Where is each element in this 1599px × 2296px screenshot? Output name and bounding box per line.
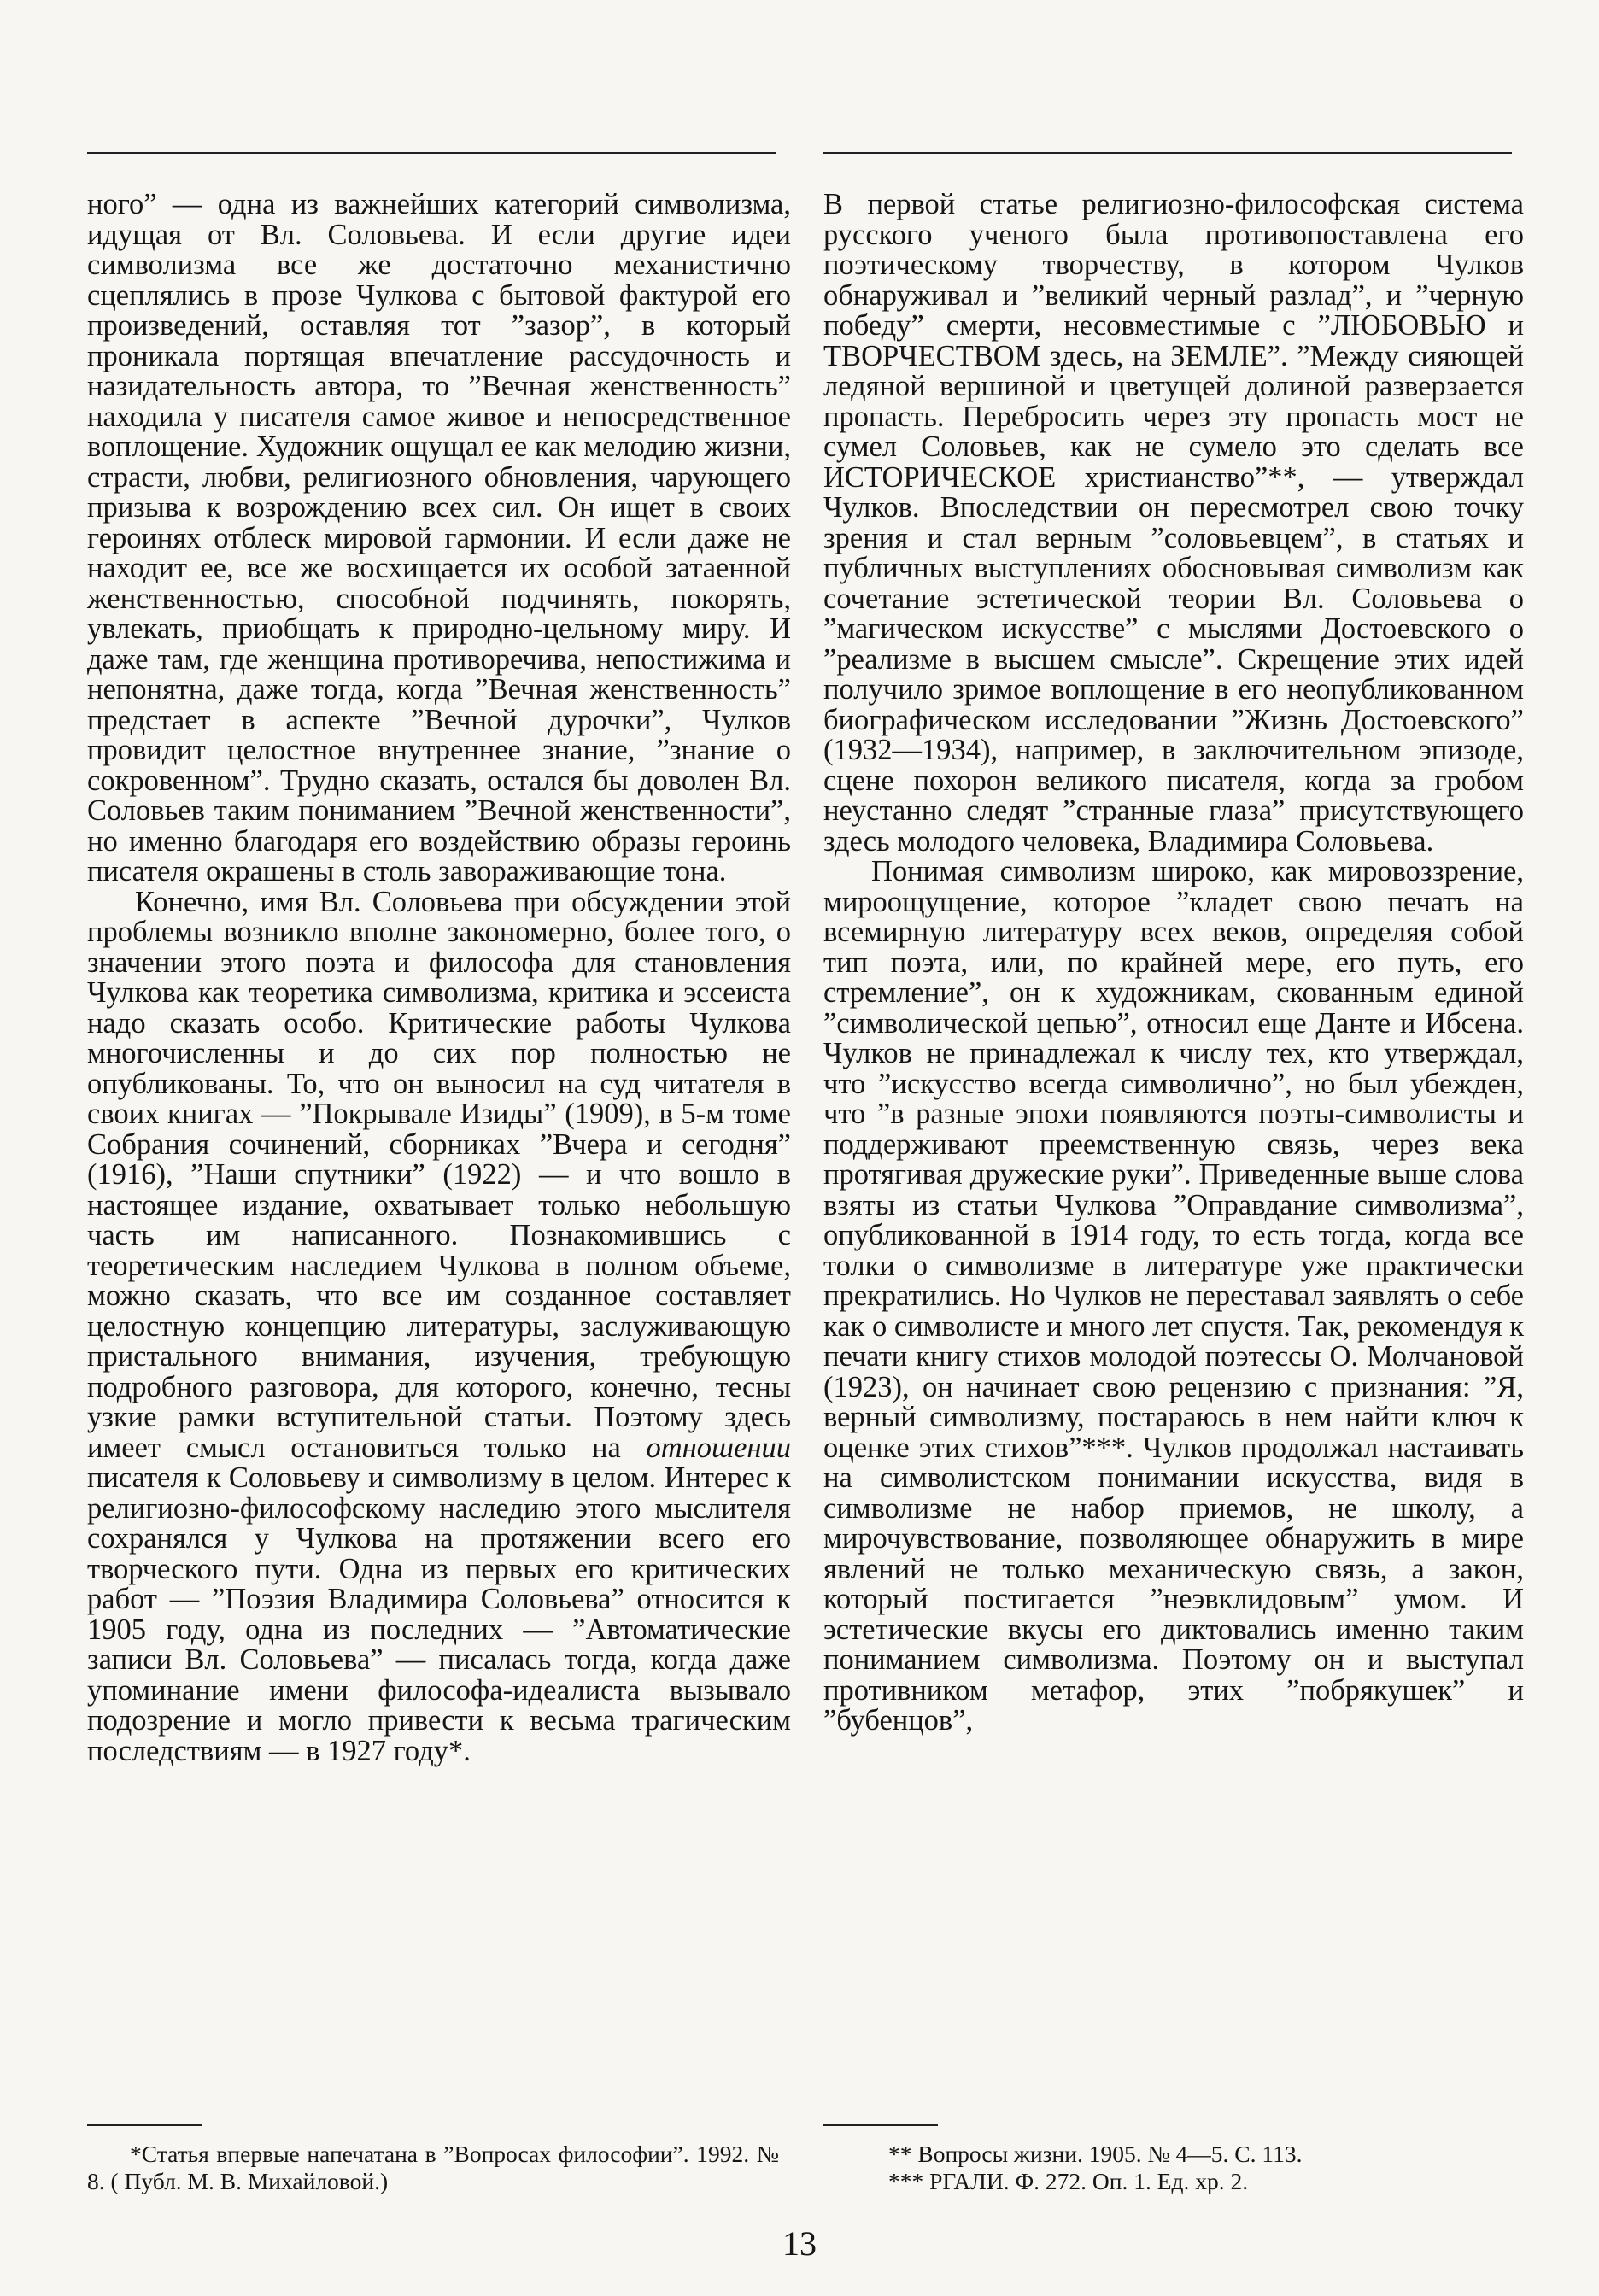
footnote-left xyxy=(87,2141,779,2195)
paragraph: ного” — одна из важнейших категорий символизма, идущая от Вл. Соловьева. И если другие идеи символизма все же достаточно механистично сцеплялись в прозе Чулкова с бытовой фактурой его произведений, оставляя тот ”зазор”, в который проникала портящая впечатление рассудочность и назидательность автора, то ”Вечная женственность” находила у писателя самое живое и непосредственное воплощение. Художник ощущал ее как мелодию жизни, страсти, любви, религиозного обновления, чарующего призыва к возрождению всех сил. Он ищет в своих героинях отблеск мировой гармонии. И если даже не находит ее, все же восхищается их особой затаенной женственностью, способной подчинять, покорять, увлекать, приобщать к природно-цельному миру. И даже там, где женщина противоречива, непостижима и непонятна, даже тогда, когда ”Вечная женственность” предстает в аспекте ”Вечной дурочки”, Чулков провидит целостное внутреннее знание, ”знание о сокровенном”. Трудно сказать, остался бы доволен Вл. Соловьев таким пониманием ”Вечной женственности”, но именно благодаря его воздействию образы героинь писателя окрашены в столь завораживающие тона. xyxy=(87,188,791,887)
text-run: писателя к Соловьеву и символизму в целом. Интерес к религиозно-философскому наследию этого мыслителя сохранялся у Чулкова на протяжении всего его творческого пути. Одна из первых его критических работ — ”Поэзия Владимира Соловьева” относится к 1905 году, одна из последних — ”Автоматические записи Вл. Соловьева” — писалась тогда, когда даже упоминание имени философа-идеалиста вызывало подозрение и могло привести к весьма трагическим последствиям — в 1927 году*. xyxy=(87,1461,791,1767)
footnote-text: *Статья впервые напечатана в ”Вопросах философии”. 1992. № 8. ( Публ. М. В. Михайловой.) xyxy=(87,2141,779,2194)
text-run: Конечно, имя Вл. Соловьева при обсуждении этой проблемы возникло вполне закономерно, более того, о значении этого поэта и философа для становления Чулкова как теоретика символизма, критика и эссеиста надо сказать особо. Критические работы Чулкова многочисленны и до сих пор полностью не опубликованы. То, что он выносил на суд читателя в своих книгах — ”Покрывале Изиды” (1909), в 5-м томе Собрания сочинений, сборниках ”Вчера и сегодня” (1916), ”Наши спутники” (1922) — и что вошло в настоящее издание, охватывает только небольшую часть им написанного. Познакомившись с теоретическим наследием Чулкова в полном объеме, можно сказать, что все им созданное составляет целостную концепцию литературы, заслуживающую пристального внимания, изучения, требующую подробного разговора, для которого, конечно, тесны узкие рамки вступительной статьи. Поэтому здесь имеет смысл остановиться только на xyxy=(87,885,791,1464)
page-number: 13 xyxy=(782,2224,817,2263)
right-column xyxy=(823,190,1524,1737)
footnote-rule-left xyxy=(87,2124,202,2126)
left-column xyxy=(87,190,791,1766)
footnote-right xyxy=(888,2141,1520,2195)
paragraph: В первой статье религиозно-философская система русского ученого была противопоставлена его поэтическому творчеству, в котором Чулков обнаруживал и ”великий черный разлад”, и ”черную победу” смерти, несовместимые с ”ЛЮБОВЬЮ и ТВОРЧЕСТВОМ здесь, на ЗЕМЛЕ”. ”Между сияющей ледяной вершиной и цветущей долиной разверзается пропасть. Перебросить через эту пропасть мост не сумел Соловьев, как не сумело это сделать все ИСТОРИЧЕСКОЕ христианство”**, — утверждал Чулков. Впоследствии он пересмотрел свою точку зрения и стал верным ”соловьевцем”, в статьях и публичных выступлениях обосновывая символизм как сочетание эстетической теории Вл. Соловьева о ”магическом искусстве” с мыслями Достоевского о ”реализме в высшем смысле”. Скрещение этих идей получило зримое воплощение в его неопубликованном биографическом исследовании ”Жизнь Достоевского” (1932—1934), например, в заключительном эпизоде, сцене похорон великого писателя, когда за гробом неустанно следят ”странные глаза” присутствующего здесь молодого человека, Владимира Соловьева. xyxy=(823,188,1524,858)
paragraph: Понимая символизм широко, как мировоззрение, мироощущение, которое ”кладет свою печать на всемирную литературу всех веков, определяя собой тип поэта, или, по крайней мере, его путь, его стремление”, он к художникам, скованным единой ”символической цепью”, относил еще Данте и Ибсена. Чулков не принадлежал к числу тех, кто утверждал, что ”искусство всегда символично”, но был убежден, что ”в разные эпохи появляются поэты-символисты и поддерживают преемственную связь, через века протягивая дружеские руки”. Приведенные выше слова взяты из статьи Чулкова ”Оправдание символизма”, опубликованной в 1914 году, то есть тогда, когда все толки о символизме в литературе уже практически прекратились. Но Чулков не переставал заявлять о себе как о символисте и много лет спустя. Так, рекомендуя к печати книгу стихов молодой поэтессы О. Молчановой (1923), он начинает свою рецензию с признания: ”Я, верный символизму, постараюсь в нем найти ключ к оценке этих стихов”***. Чулков продолжал настаивать на символистском понимании искусства, видя в символизме не набор приемов, не школу, а мирочувствование, позволяющее обнаружить в мире явлений не только механическую связь, а закон, который постигается ”неэвклидовым” умом. И эстетические вкусы его диктовались именно таким пониманием символизма. Поэтому он и выступал противником метафор, этих ”побрякушек” и ”бубенцов”, xyxy=(823,855,1524,1737)
paragraph xyxy=(87,887,791,1767)
top-rule-left xyxy=(87,152,776,154)
top-rule-right xyxy=(823,152,1512,154)
footnote-text: ** Вопросы жизни. 1905. № 4—5. С. 113. xyxy=(888,2141,1303,2167)
footnote-rule-right xyxy=(823,2124,938,2126)
emphasis: отношении xyxy=(646,1431,792,1464)
footnote-text: *** РГАЛИ. Ф. 272. Оп. 1. Ед. хр. 2. xyxy=(888,2168,1249,2194)
